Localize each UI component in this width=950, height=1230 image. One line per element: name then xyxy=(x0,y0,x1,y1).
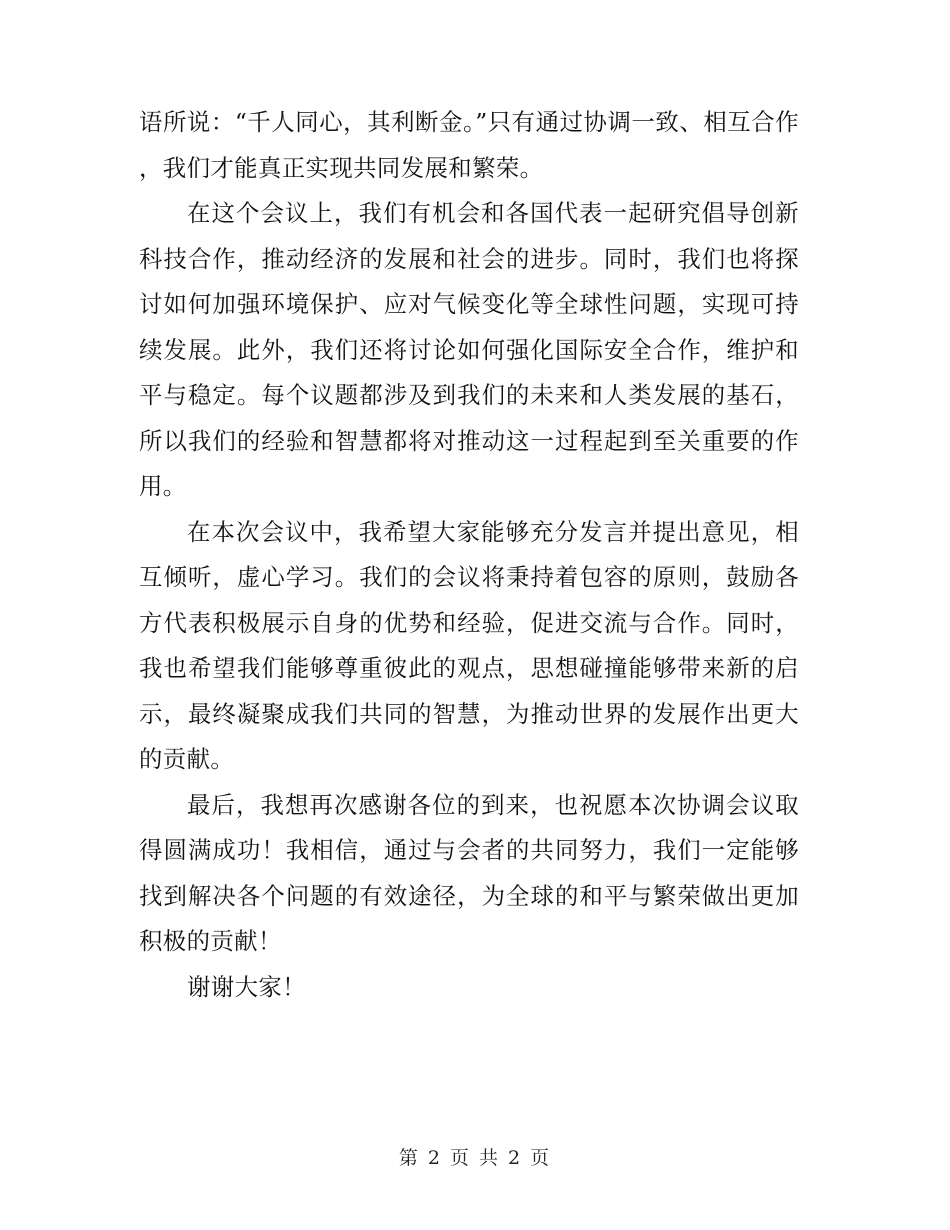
document-body xyxy=(139,100,799,1010)
paragraph-meeting-agenda: 在这个会议上，我们有机会和各国代表一起研究倡导创新科技合作，推动经济的发展和社会的进步。同时，我们也将探讨如何加强环境保护、应对气候变化等全球性问题，实现可持续发展。此外，我们还将讨论如何强化国际安全合作，维护和平与稳定。每个议题都涉及到我们的未来和人类发展的基石，所以我们的经验和智慧都将对推动这一过程起到至关重要的作用。 xyxy=(139,199,799,500)
paragraph-thanks: 谢谢大家！ xyxy=(187,972,306,1001)
paragraph-continuation: 语所说：“千人同心，其利断金。”只有通过协调一致、相互合作，我们才能真正实现共同发展和繁荣。 xyxy=(139,108,799,182)
paragraph-closing-wishes: 最后，我想再次感谢各位的到来，也祝愿本次协调会议取得圆满成功！我相信，通过与会者的共同努力，我们一定能够找到解决各个问题的有效途径，为全球的和平与繁荣做出更加积极的贡献！ xyxy=(139,790,799,955)
paragraph-participation: 在本次会议中，我希望大家能够充分发言并提出意见，相互倾听，虚心学习。我们的会议将秉持着包容的原则，鼓励各方代表积极展示自身的优势和经验，促进交流与合作。同时，我也希望我们能够尊重彼此的观点，思想碰撞能够带来新的启示，最终凝聚成我们共同的智慧，为推动世界的发展作出更大的贡献。 xyxy=(139,517,799,773)
page-number-footer: 第 2 页 共 2 页 xyxy=(398,1147,552,1169)
